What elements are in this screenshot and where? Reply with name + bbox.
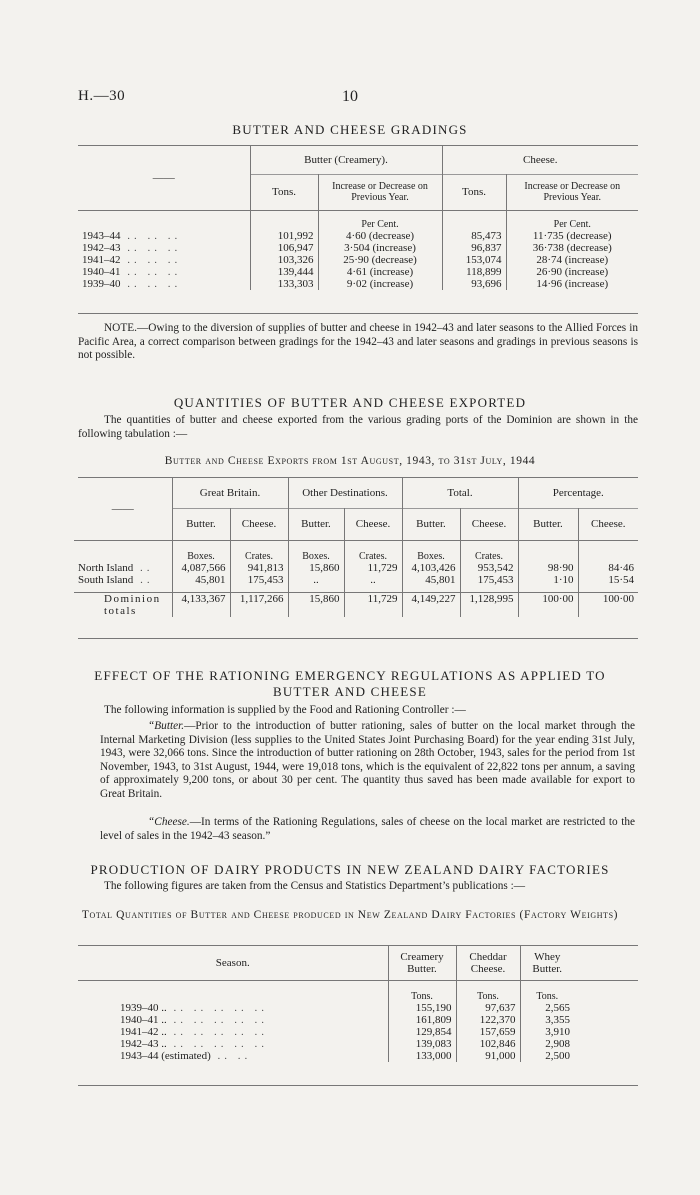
cell: 91,000 — [456, 1050, 520, 1062]
row-label — [78, 1014, 388, 1026]
rule — [78, 1085, 638, 1086]
col-header-butter-tons: Tons. — [250, 174, 318, 210]
butter-paragraph — [100, 720, 635, 802]
table-row — [78, 1002, 638, 1014]
rule — [78, 638, 638, 639]
cell: 157,659 — [456, 1026, 520, 1038]
section-title-gradings: BUTTER AND CHEESE GRADINGS — [232, 122, 468, 137]
cheese-paragraph — [100, 816, 635, 843]
cell: 161,809 — [388, 1014, 456, 1026]
cheese-text: —In terms of the Rationing Regulations, sales of cheese on the local market are restricted to the level of sales in the 1942–43 season.” — [100, 816, 635, 842]
row-label — [78, 1002, 388, 1014]
exports-intro: The quantities of butter and cheese exported from the various grading ports of the Dominion are shown in the following tabulation :— — [78, 414, 638, 440]
leader-dots: .. .. .. .. .. — [166, 1038, 268, 1050]
cell: 101,992 — [250, 230, 318, 242]
table-row — [74, 562, 638, 574]
group-total: Total. — [402, 478, 518, 508]
production-intro: The following figures are taken from the Census and Statistics Department’s publications :— — [104, 880, 526, 892]
section-title-production: PRODUCTION OF DAIRY PRODUCTS IN NEW ZEALAND DAIRY FACTORIES — [90, 862, 610, 877]
cell: 3,355 — [520, 1014, 574, 1026]
unit-crates: Crates. — [230, 540, 288, 562]
season-label: 1939–40 .. — [120, 1002, 167, 1014]
cell: 153,074 — [442, 254, 506, 266]
cell: 97,637 — [456, 1002, 520, 1014]
cell: 98·90 — [518, 562, 578, 574]
cell: 2,565 — [520, 1002, 574, 1014]
cell: 175,453 — [460, 574, 518, 586]
row-label — [78, 230, 250, 242]
cell: 122,370 — [456, 1014, 520, 1026]
row-label — [78, 242, 250, 254]
cell: 1,128,995 — [460, 592, 518, 617]
group-cheese-header: Cheese. — [442, 146, 638, 174]
cell: 93,696 — [442, 278, 506, 290]
cell: 11·735 (decrease) — [506, 230, 638, 242]
col-header-cheese: Cheese. — [230, 508, 288, 540]
spacer-cell — [574, 1038, 638, 1050]
cell: 155,190 — [388, 1002, 456, 1014]
leader-dots: .. .. .. — [120, 254, 182, 266]
cell: 133,000 — [388, 1050, 456, 1062]
season-label: 1940–41 .. — [120, 1014, 167, 1026]
cell: 45,801 — [402, 574, 460, 586]
leader-dots: .. .. .. — [120, 230, 182, 242]
cell: 14·96 (increase) — [506, 278, 638, 290]
col-header-butter-change: Increase or Decrease on Previous Year. — [318, 174, 442, 210]
rationing-intro: The following information is supplied by the Food and Rationing Controller :— — [104, 704, 466, 716]
cell: 25·90 (decrease) — [318, 254, 442, 266]
cell: 139,444 — [250, 266, 318, 278]
cell: 84·46 — [578, 562, 638, 574]
table-row-dominion-totals — [74, 592, 638, 617]
leader-dots: .. .. .. .. .. — [166, 1002, 268, 1014]
cell: 129,854 — [388, 1026, 456, 1038]
season-label: 1942–43 .. — [120, 1038, 167, 1050]
cheese-label: “Cheese. — [148, 816, 190, 828]
season-label: 1941–42 — [82, 254, 121, 266]
unit-tons: Tons. — [456, 980, 520, 1002]
row-label: Dominion totals — [104, 592, 161, 617]
row-label — [78, 266, 250, 278]
unit-tons: Tons. — [520, 980, 574, 1002]
row-label — [78, 1038, 388, 1050]
cell: 15,860 — [288, 592, 344, 617]
col-header-cheese-tons: Tons. — [442, 174, 506, 210]
cell: 953,542 — [460, 562, 518, 574]
cell: 4·60 (decrease) — [318, 230, 442, 242]
butter-text: —Prior to the introduction of butter rationing, sales of butter on the local market through the Internal Marketing Division (less supplies to the United States Joint Purchasing Board) for the year ending 31st July, 1943, were 32,066 tons. Since the introduction of butter rationing on 28th October, 1943, sales for the period from 1st November, 1943, to 31st August, 1944, were 19,018 tons, which is the equivalent of 22,822 tons per annum, a saving of approximately 9,200 tons, or about 30 per cent. The quantity thus saved has been made available for export to Great Britain. — [100, 720, 635, 800]
leader-dots: .. — [133, 562, 154, 574]
col-header-cheese-change: Increase or Decrease on Previous Year. — [506, 174, 638, 210]
leader-dots: .. .. .. .. .. — [166, 1026, 268, 1038]
exports-table-title: Butter and Cheese Exports from 1st August, 1943, to 31st July, 1944 — [164, 455, 536, 467]
cell: 9·02 (increase) — [318, 278, 442, 290]
col-header-butter: Butter. — [518, 508, 578, 540]
col-header-butter: Butter. — [402, 508, 460, 540]
col-header-season: Season. — [215, 956, 250, 969]
rule — [78, 313, 638, 314]
leader-dots: .. .. .. — [120, 266, 182, 278]
leader-dots: .. .. .. .. .. — [166, 1014, 268, 1026]
season-label: 1943–44 — [82, 230, 121, 242]
row-label — [78, 1026, 388, 1038]
unit-per-cent: Per Cent. — [318, 210, 442, 230]
row-label — [74, 574, 172, 586]
table-row — [78, 1026, 638, 1038]
col-header-butter: Butter. — [288, 508, 344, 540]
cell: 96,837 — [442, 242, 506, 254]
table-row — [78, 230, 638, 242]
group-other-destinations: Other Destinations. — [288, 478, 402, 508]
group-percentage: Percentage. — [518, 478, 638, 508]
section-title-exports: QUANTITIES OF BUTTER AND CHEESE EXPORTED — [173, 395, 527, 410]
page-reference: H.—30 — [78, 88, 126, 104]
leader-dots: .. .. .. — [120, 278, 182, 290]
cell: 118,899 — [442, 266, 506, 278]
group-great-britain: Great Britain. — [172, 478, 288, 508]
cell: 1·10 — [518, 574, 578, 586]
col-header-cheese: Cheese. — [344, 508, 402, 540]
exports-table — [74, 478, 638, 617]
cell: 100·00 — [518, 592, 578, 617]
header-blank-cell: —— — [111, 502, 134, 515]
leader-dots: .. .. — [210, 1050, 252, 1062]
cell: 2,908 — [520, 1038, 574, 1050]
row-label — [78, 254, 250, 266]
cell: 2,500 — [520, 1050, 574, 1062]
cell: 100·00 — [578, 592, 638, 617]
cell: 103,326 — [250, 254, 318, 266]
cell: 15·54 — [578, 574, 638, 586]
cell: 4,133,367 — [172, 592, 230, 617]
cell: 4,149,227 — [402, 592, 460, 617]
season-label: 1940–41 — [82, 266, 121, 278]
row-label — [74, 562, 172, 574]
cell: 11,729 — [344, 562, 402, 574]
col-header-whey-butter: Whey Butter. — [520, 946, 574, 980]
cell: 106,947 — [250, 242, 318, 254]
cell: 26·90 (increase) — [506, 266, 638, 278]
cell: 941,813 — [230, 562, 288, 574]
gradings-table — [78, 146, 638, 290]
cell: 4,103,426 — [402, 562, 460, 574]
leader-dots: .. .. .. — [120, 242, 182, 254]
spacer-cell — [574, 1014, 638, 1026]
table-row — [78, 242, 638, 254]
production-table-title: Total Quantities of Butter and Cheese produced in New Zealand Dairy Factories (Factory Weights) — [81, 909, 619, 921]
unit-crates: Crates. — [460, 540, 518, 562]
spacer-cell — [574, 1050, 638, 1062]
cell: .. — [344, 574, 402, 586]
cell: 45,801 — [172, 574, 230, 586]
region-label: North Island — [78, 562, 134, 574]
unit-boxes: Boxes. — [402, 540, 460, 562]
table-row — [78, 1050, 638, 1062]
cell: 85,473 — [442, 230, 506, 242]
header-blank-cell: —— — [152, 171, 175, 184]
season-label: 1942–43 — [82, 242, 121, 254]
table-row — [78, 1038, 638, 1050]
cell: 4·61 (increase) — [318, 266, 442, 278]
season-label: 1943–44 (estimated) — [120, 1050, 211, 1062]
region-label: South Island — [78, 574, 134, 586]
group-butter-header: Butter (Creamery). — [250, 146, 442, 174]
cell: 102,846 — [456, 1038, 520, 1050]
row-label — [78, 1050, 388, 1062]
butter-label: “Butter. — [148, 720, 185, 732]
cell: .. — [288, 574, 344, 586]
col-header-cheddar-cheese: Cheddar Cheese. — [456, 946, 520, 980]
cell: 36·738 (decrease) — [506, 242, 638, 254]
cell: 28·74 (increase) — [506, 254, 638, 266]
section-title-rationing: EFFECT OF THE RATIONING EMERGENCY REGULATIONS AS APPLIED TO BUTTER AND CHEESE — [94, 668, 606, 699]
cell: 1,117,266 — [230, 592, 288, 617]
cell: 3,910 — [520, 1026, 574, 1038]
col-header-cheese: Cheese. — [460, 508, 518, 540]
col-header-butter: Butter. — [172, 508, 230, 540]
col-header-creamery-butter: Creamery Butter. — [388, 946, 456, 980]
cell: 15,860 — [288, 562, 344, 574]
season-label: 1939–40 — [82, 278, 121, 290]
table-row — [78, 266, 638, 278]
row-label — [78, 278, 250, 290]
spacer-cell — [574, 1026, 638, 1038]
season-label: 1941–42 .. — [120, 1026, 167, 1038]
col-header-cheese: Cheese. — [578, 508, 638, 540]
cell: 175,453 — [230, 574, 288, 586]
unit-boxes: Boxes. — [288, 540, 344, 562]
cell: 3·504 (increase) — [318, 242, 442, 254]
unit-crates: Crates. — [344, 540, 402, 562]
note-paragraph: NOTE.—Owing to the diversion of supplies of butter and cheese in 1942–43 and later seasons to the Allied Forces in Pacific Area, a correct comparison between gradings for the 1942–43 and later seasons and gradings in previous seasons is not possible. — [78, 322, 638, 362]
leader-dots: .. — [133, 574, 154, 586]
production-table — [78, 946, 638, 1062]
unit-per-cent: Per Cent. — [506, 210, 638, 230]
cell: 11,729 — [344, 592, 402, 617]
unit-tons: Tons. — [388, 980, 456, 1002]
table-row — [74, 574, 638, 586]
cell: 133,303 — [250, 278, 318, 290]
spacer-cell — [574, 1002, 638, 1014]
page-number: 10 — [342, 88, 358, 105]
table-row — [78, 1014, 638, 1026]
table-row — [78, 278, 638, 290]
cell: 4,087,566 — [172, 562, 230, 574]
table-row — [78, 254, 638, 266]
unit-boxes: Boxes. — [172, 540, 230, 562]
cell: 139,083 — [388, 1038, 456, 1050]
